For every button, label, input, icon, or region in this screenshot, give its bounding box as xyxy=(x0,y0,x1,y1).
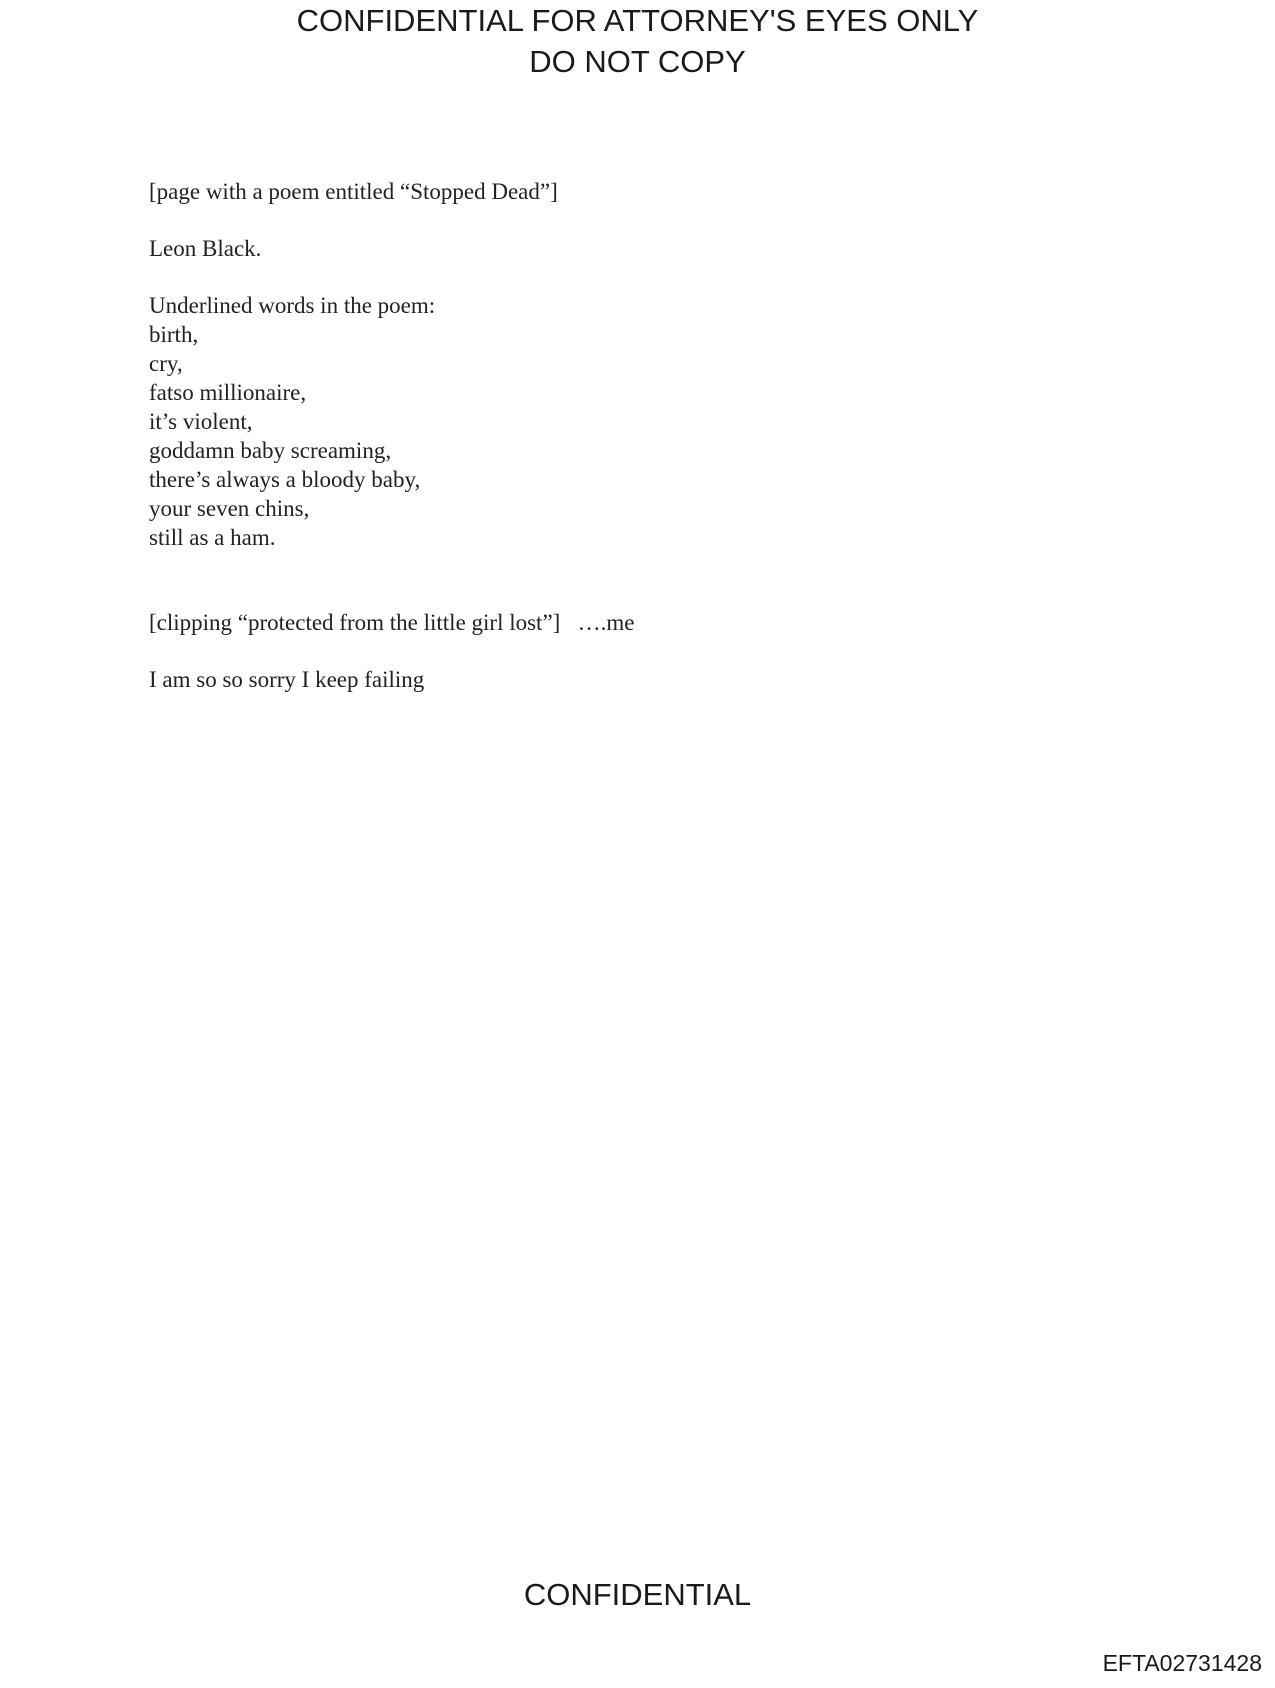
underlined-word: it’s violent, xyxy=(149,409,253,434)
confidential-footer: CONFIDENTIAL xyxy=(523,1577,752,1612)
underlined-words-list xyxy=(149,320,1149,552)
underlined-word: birth, xyxy=(149,322,199,347)
underlined-word: your seven chins, xyxy=(149,496,310,521)
poem-author: Leon Black. xyxy=(149,236,262,261)
confidentiality-header xyxy=(0,0,1275,82)
underlined-word: still as a ham. xyxy=(149,525,276,550)
apology-note: I am so so sorry I keep failing xyxy=(149,667,425,692)
underlined-word: goddamn baby screaming, xyxy=(149,438,392,463)
document-body xyxy=(149,177,1149,694)
poem-description: [page with a poem entitled “Stopped Dead”] xyxy=(149,179,558,204)
underlined-word: there’s always a bloody baby, xyxy=(149,467,421,492)
clipping-note: [clipping “protected from the little girl lost”] ….me xyxy=(149,610,635,635)
underlined-word: fatso millionaire, xyxy=(149,380,307,405)
underlined-word: cry, xyxy=(149,351,183,376)
header-line-2: DO NOT COPY xyxy=(529,44,746,79)
header-line-1: CONFIDENTIAL FOR ATTORNEY'S EYES ONLY xyxy=(296,3,979,38)
bates-number: EFTA02731428 xyxy=(1102,1650,1262,1676)
underlined-words-heading: Underlined words in the poem: xyxy=(149,293,436,318)
